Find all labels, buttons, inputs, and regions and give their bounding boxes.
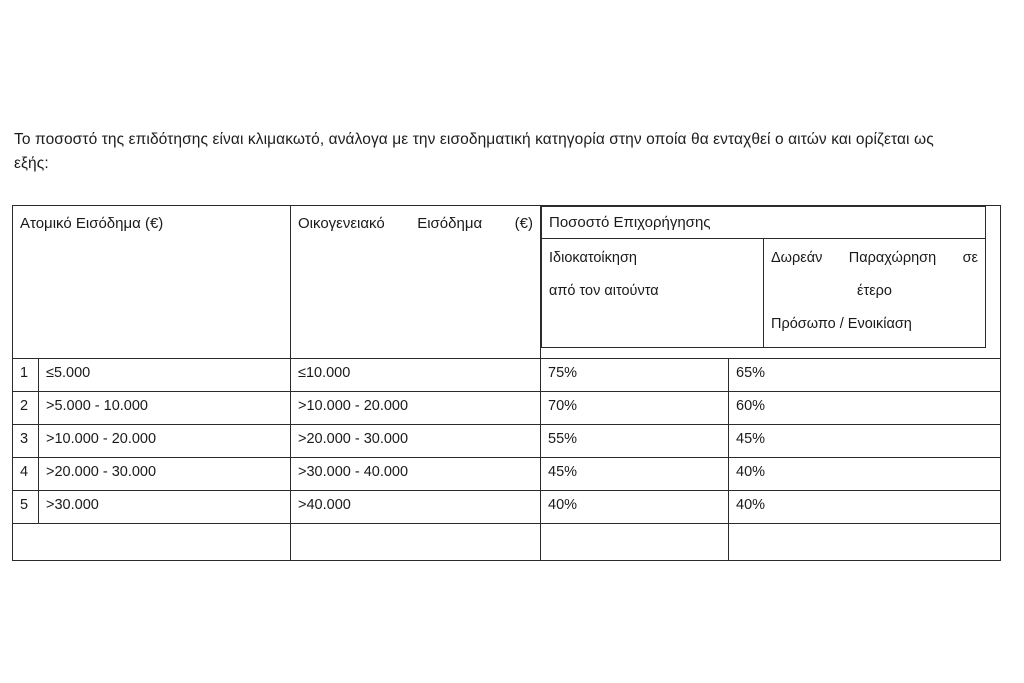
cell-owner-occupied-rate: 55%: [541, 425, 729, 458]
header-individual-income: Ατομικό Εισόδημα (€): [13, 206, 291, 359]
header-free-grant-rent: [764, 239, 986, 348]
cell-individual-income: >20.000 - 30.000: [39, 458, 291, 491]
header-subsidy-rate: Ποσοστό Επιχορήγησης: [542, 207, 986, 239]
table-header-row: [13, 206, 1001, 359]
cell-individual-income: >5.000 - 10.000: [39, 392, 291, 425]
table-row: [13, 458, 1001, 491]
cell-free-grant-rent-rate: 60%: [729, 392, 1001, 425]
header-owner-occupied: [542, 239, 764, 348]
row-index: 2: [13, 392, 39, 425]
footer-spacer-other: [729, 524, 1001, 561]
subsidy-title-row: [542, 207, 986, 239]
cell-free-grant-rent-rate: 65%: [729, 359, 1001, 392]
table-row: [13, 491, 1001, 524]
header-free-grant-rent-line1: Δωρεάν Παραχώρηση σε: [771, 250, 978, 266]
cell-free-grant-rent-rate: 40%: [729, 458, 1001, 491]
row-index: 5: [13, 491, 39, 524]
header-subsidy-group: [541, 206, 1001, 359]
cell-individual-income: >30.000: [39, 491, 291, 524]
cell-family-income: >40.000: [291, 491, 541, 524]
cell-free-grant-rent-rate: 45%: [729, 425, 1001, 458]
table-footer-spacer-row: [13, 524, 1001, 561]
table-row: [13, 359, 1001, 392]
cell-family-income: >10.000 - 20.000: [291, 392, 541, 425]
footer-spacer-owner: [541, 524, 729, 561]
cell-individual-income: >10.000 - 20.000: [39, 425, 291, 458]
footer-spacer-left: [13, 524, 291, 561]
subsidy-subheader-table: [541, 206, 986, 348]
intro-paragraph-block: [14, 128, 944, 176]
header-family-income: [291, 206, 541, 359]
intro-paragraph: Το ποσοστό της επιδότησης είναι κλιμακωτό, ανάλογα με την εισοδηματική κατηγορία στην οποία θα ενταχθεί ο αιτών και ορίζεται ως εξής:: [14, 131, 934, 173]
header-family-income-line2: (€): [514, 215, 534, 232]
cell-family-income: >20.000 - 30.000: [291, 425, 541, 458]
cell-family-income: ≤10.000: [291, 359, 541, 392]
header-free-grant-rent-line2: έτερο: [857, 283, 892, 300]
cell-owner-occupied-rate: 70%: [541, 392, 729, 425]
header-owner-occupied-line2: από τον αιτούντα: [549, 283, 659, 300]
row-index: 3: [13, 425, 39, 458]
cell-owner-occupied-rate: 75%: [541, 359, 729, 392]
table-row: [13, 425, 1001, 458]
row-index: 1: [13, 359, 39, 392]
subsidy-table: [12, 205, 1001, 561]
cell-owner-occupied-rate: 40%: [541, 491, 729, 524]
header-free-grant-rent-line3: Πρόσωπο / Ενοικίαση: [771, 316, 912, 333]
cell-family-income: >30.000 - 40.000: [291, 458, 541, 491]
header-owner-occupied-line1: Ιδιοκατοίκηση: [549, 250, 637, 266]
cell-owner-occupied-rate: 45%: [541, 458, 729, 491]
cell-free-grant-rent-rate: 40%: [729, 491, 1001, 524]
table-row: [13, 392, 1001, 425]
cell-individual-income: ≤5.000: [39, 359, 291, 392]
header-family-income-line1: Οικογενειακό Εισόδημα: [298, 215, 483, 232]
row-index: 4: [13, 458, 39, 491]
footer-spacer-family: [291, 524, 541, 561]
subsidy-subcolumns-row: [542, 239, 986, 348]
